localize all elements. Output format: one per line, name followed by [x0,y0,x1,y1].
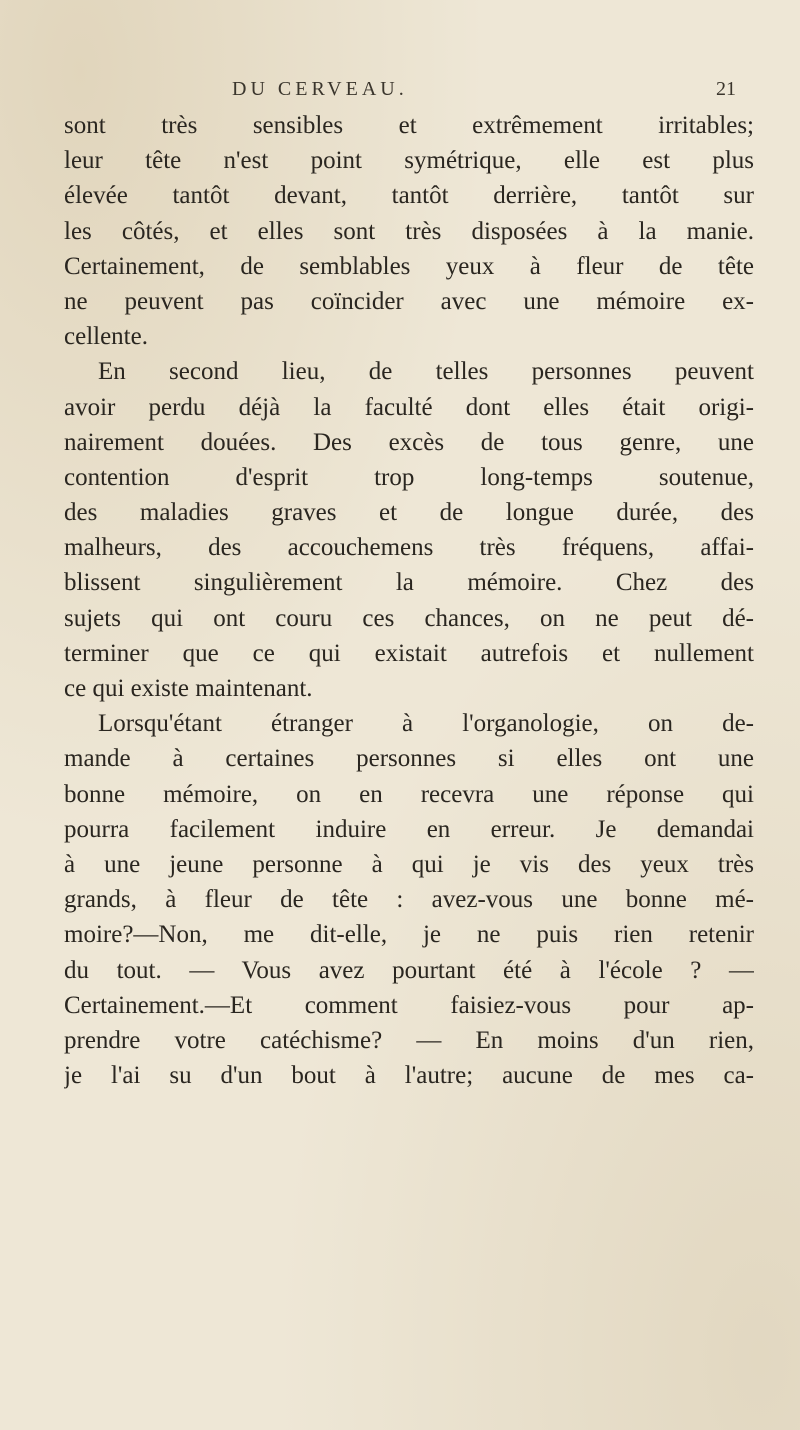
body-text [64,108,754,1093]
text-line: je l'ai su d'un bout à l'autre; aucune de mes ca- [64,1062,754,1090]
text-line: Lorsqu'étant étranger à l'organologie, on de- [98,710,754,738]
page-number: 21 [716,78,736,100]
running-head [0,78,800,108]
text-line: sujets qui ont couru ces chances, on ne peut dé- [64,604,754,632]
text-line: moire?—Non, me dit-elle, je ne puis rien retenir [64,921,754,949]
text-line: élevée tantôt devant, tantôt derrière, tantôt sur [64,182,754,210]
text-line: ce qui existe maintenant. [64,675,313,702]
text-line: ne peuvent pas coïncider avec une mémoire ex- [64,287,754,315]
text-line: Certainement.—Et comment faisiez-vous pour ap- [64,991,754,1019]
text-line: En second lieu, de telles personnes peuvent [98,358,754,386]
text-line: des maladies graves et de longue durée, des [64,499,754,527]
text-line: contention d'esprit trop long-temps soutenue, [64,463,754,491]
text-line: du tout. — Vous avez pourtant été à l'école ? — [64,956,754,984]
text-line: avoir perdu déjà la faculté dont elles était origi- [64,393,754,421]
text-line: cellente. [64,323,148,351]
text-line: grands, à fleur de tête : avez-vous une bonne mé- [64,886,754,914]
text-line: bonne mémoire, on en recevra une réponse qui [64,780,754,808]
text-line: blissent singulièrement la mémoire. Chez des [64,569,754,597]
text-line: pourra facilement induire en erreur. Je demandai [64,815,754,843]
text-line: terminer que ce qui existait autrefois et nullement [64,639,754,667]
text-line: malheurs, des accouchemens très fréquens, affai- [64,534,754,562]
running-title: DU CERVEAU. [232,78,408,100]
text-line: les côtés, et elles sont très disposées à la manie. [64,217,754,245]
text-line: mande à certaines personnes si elles ont une [64,745,754,773]
text-line: leur tête n'est point symétrique, elle est plus [64,147,754,175]
text-line: nairement douées. Des excès de tous genre, une [64,428,754,456]
text-line: prendre votre catéchisme? — En moins d'un rien, [64,1026,754,1054]
text-line: à une jeune personne à qui je vis des yeux très [64,850,754,878]
text-line: Certainement, de semblables yeux à fleur de tête [64,252,754,280]
text-line: sont très sensibles et extrêmement irritables; [64,112,754,139]
